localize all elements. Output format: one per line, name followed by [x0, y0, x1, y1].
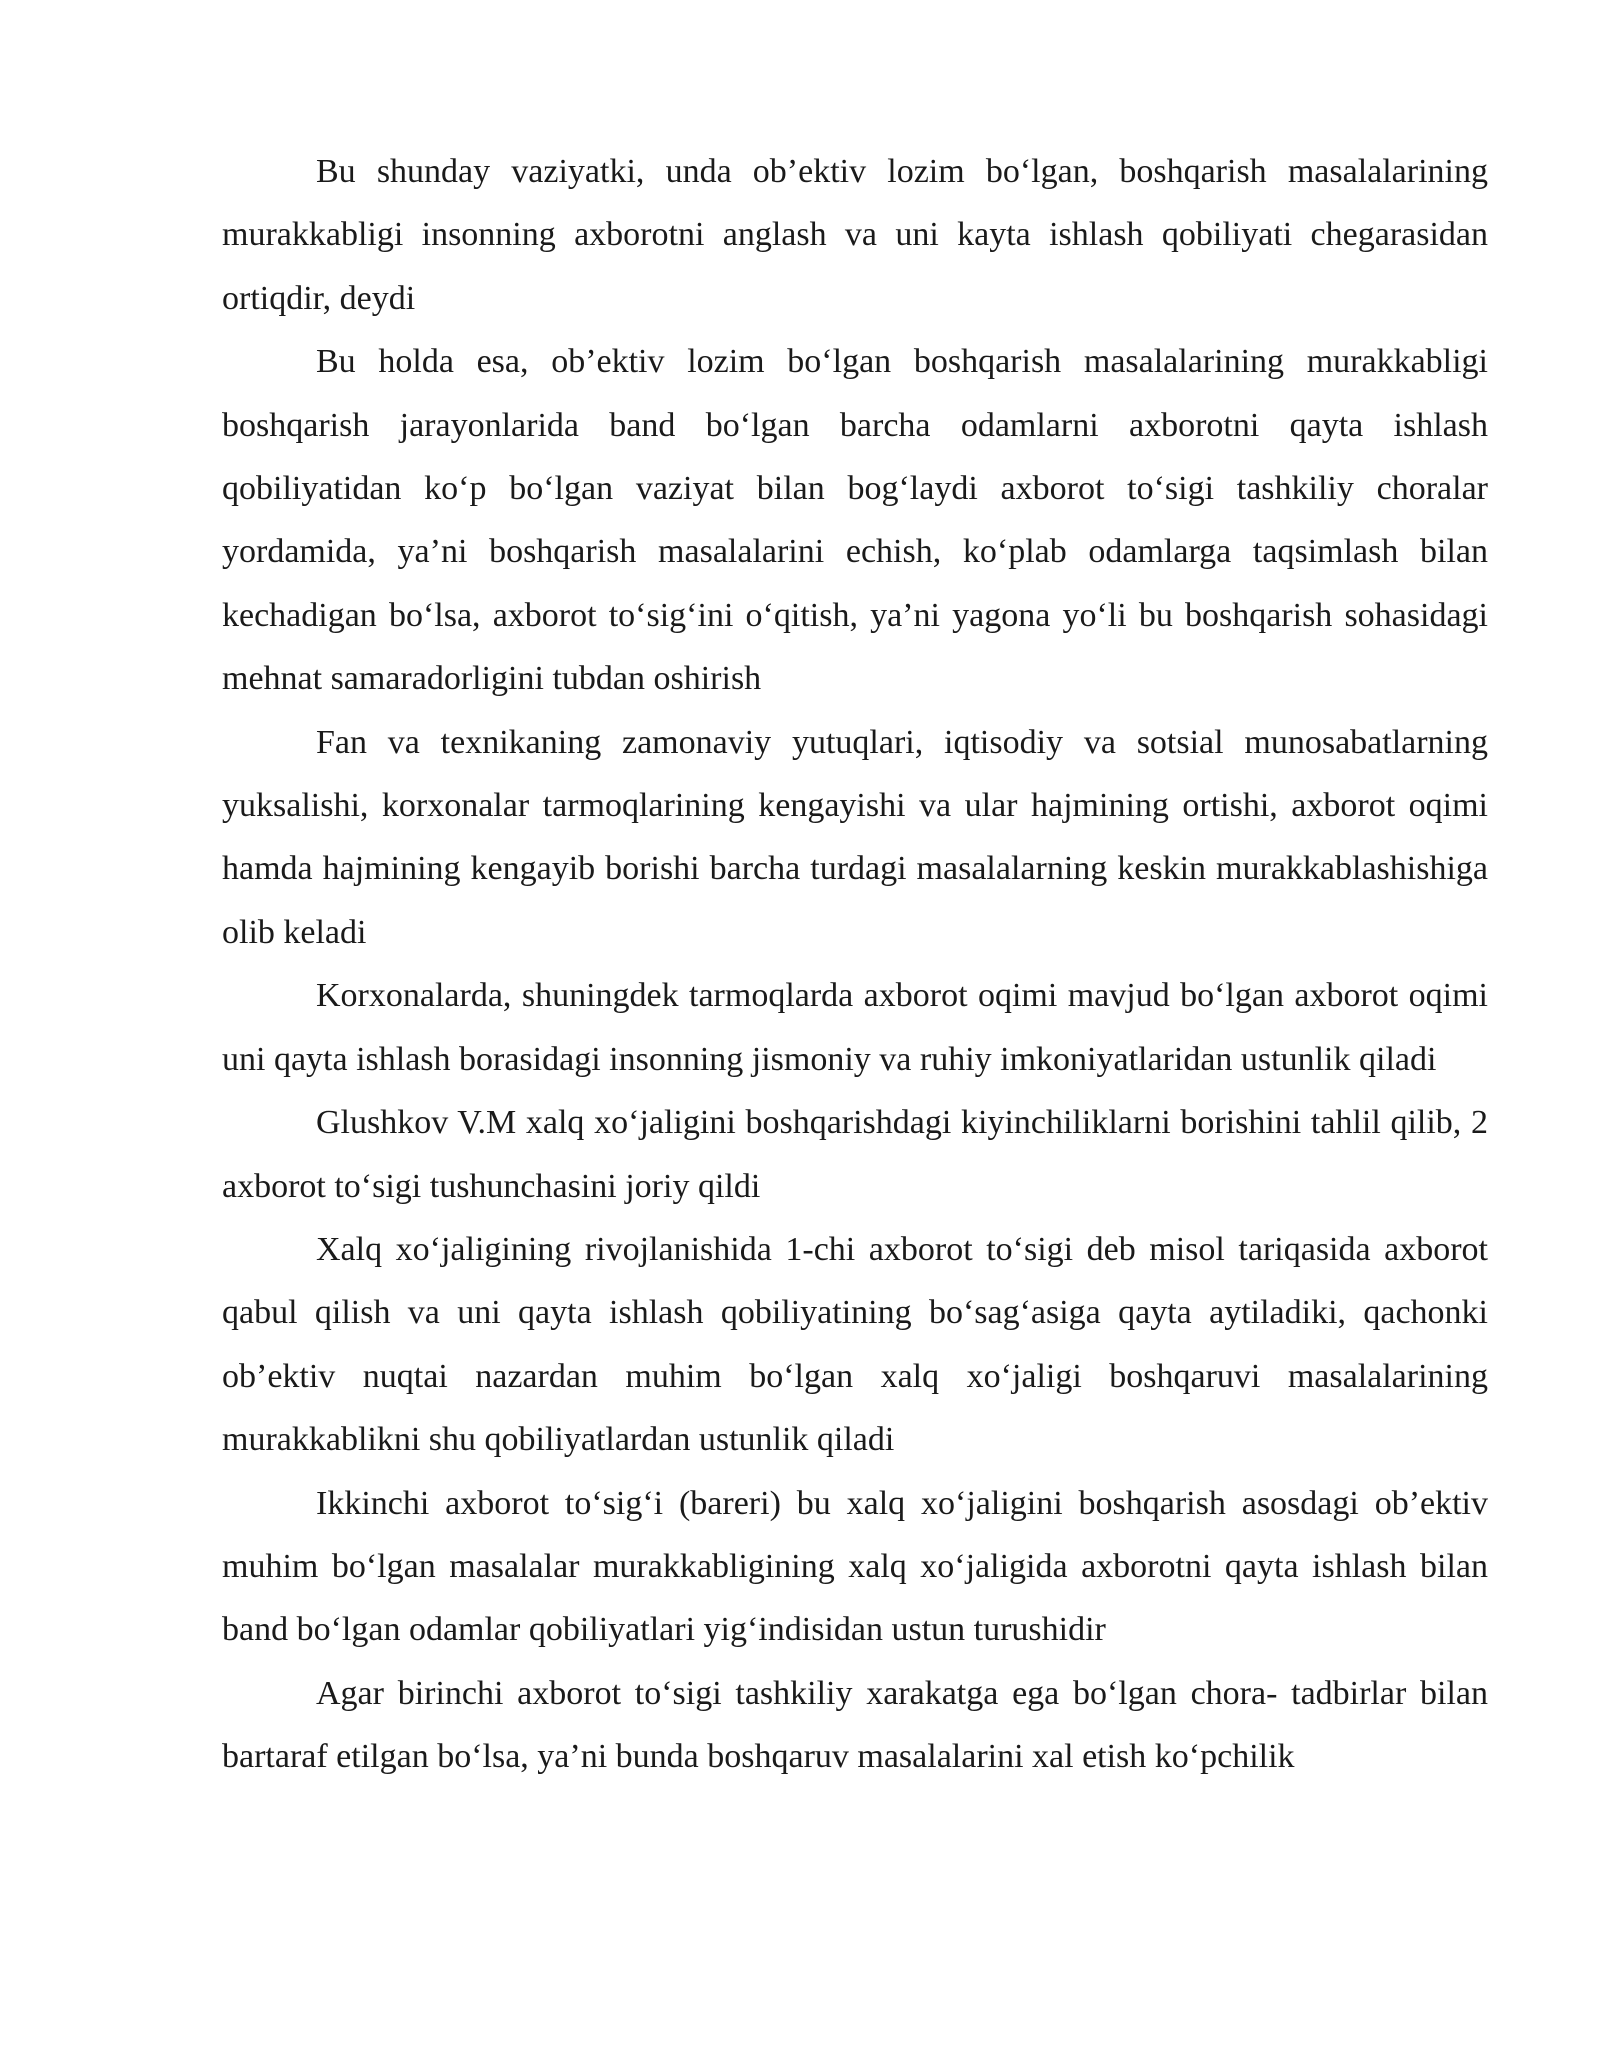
paragraph-4: Korxonalarda, shuningdek tarmoqlarda axborot oqimi mavjud bo‘lgan axborot oqimi uni qayta ishlash borasidagi insonning jismoniy va ruhiy imkoniyatlaridan ustunlik qiladi	[222, 977, 1488, 1078]
paragraph-6: Xalq xo‘jaligining rivojlanishida 1-chi axborot to‘sigi deb misol tariqasida axborot qabul qilish va uni qayta ishlash qobiliyatining bo‘sag‘asiga qayta aytiladiki, qachonki ob’ektiv nuqtai nazardan muhim bo‘lgan xalq xo‘jaligi boshqaruvi masalalarining murakkablikni shu qobiliyatlardan ustunlik qiladi	[222, 1230, 1488, 1459]
paragraph-2: Bu holda esa, ob’ektiv lozim bo‘lgan boshqarish masalalarining murakkabligi boshqarish jarayonlarida band bo‘lgan barcha odamlarni axborotni qayta ishlash qobiliyatidan ko‘p bo‘lgan vaziyat bilan bog‘laydi axborot to‘sigi tashkiliy choralar yordamida, ya’ni boshqarish masalalarini echish, ko‘plab odamlarga taqsimlash bilan kechadigan bo‘lsa, axborot to‘sig‘ini o‘qitish, ya’ni yagona yo‘li bu boshqarish sohasidagi mehnat samaradorligini tubdan oshirish	[222, 343, 1488, 698]
paragraph-8: Agar birinchi axborot to‘sigi tashkiliy xarakatga ega bo‘lgan chora- tadbirlar bilan bartaraf etilgan bo‘lsa, ya’ni bunda boshqaruv masalalarini xal etish ko‘pchilik	[222, 1674, 1488, 1776]
paragraph-7: Ikkinchi axborot to‘sig‘i (bareri) bu xalq xo‘jaligini boshqarish asosdagi ob’ektiv muhim bo‘lgan masalalar murakkabligining xalq xo‘jaligida axborotni qayta ishlash bilan band bo‘lgan odamlar qobiliyatlari yig‘indisidan ustun turushidir	[222, 1484, 1488, 1649]
document-body	[222, 140, 1488, 1789]
paragraph-5: Glushkov V.M xalq xo‘jaligini boshqarishdagi kiyinchiliklarni borishini tahlil qilib, 2 axborot to‘sigi tushunchasini joriy qildi	[222, 1104, 1488, 1205]
paragraph-1: Bu shunday vaziyatki, unda ob’ektiv lozim bo‘lgan, boshqarish masalalarining murakkabligi insonning axborotni anglash va uni kayta ishlash qobiliyati chegarasidan ortiqdir, deydi	[222, 153, 1488, 317]
paragraph-3: Fan va texnikaning zamonaviy yutuqlari, iqtisodiy va sotsial munosabatlarning yuksalishi, korxonalar tarmoqlarining kengayishi va ular hajmining ortishi, axborot oqimi hamda hajmining kengayib borishi barcha turdagi masalalarning keskin murakkablashishiga olib keladi	[222, 723, 1488, 951]
